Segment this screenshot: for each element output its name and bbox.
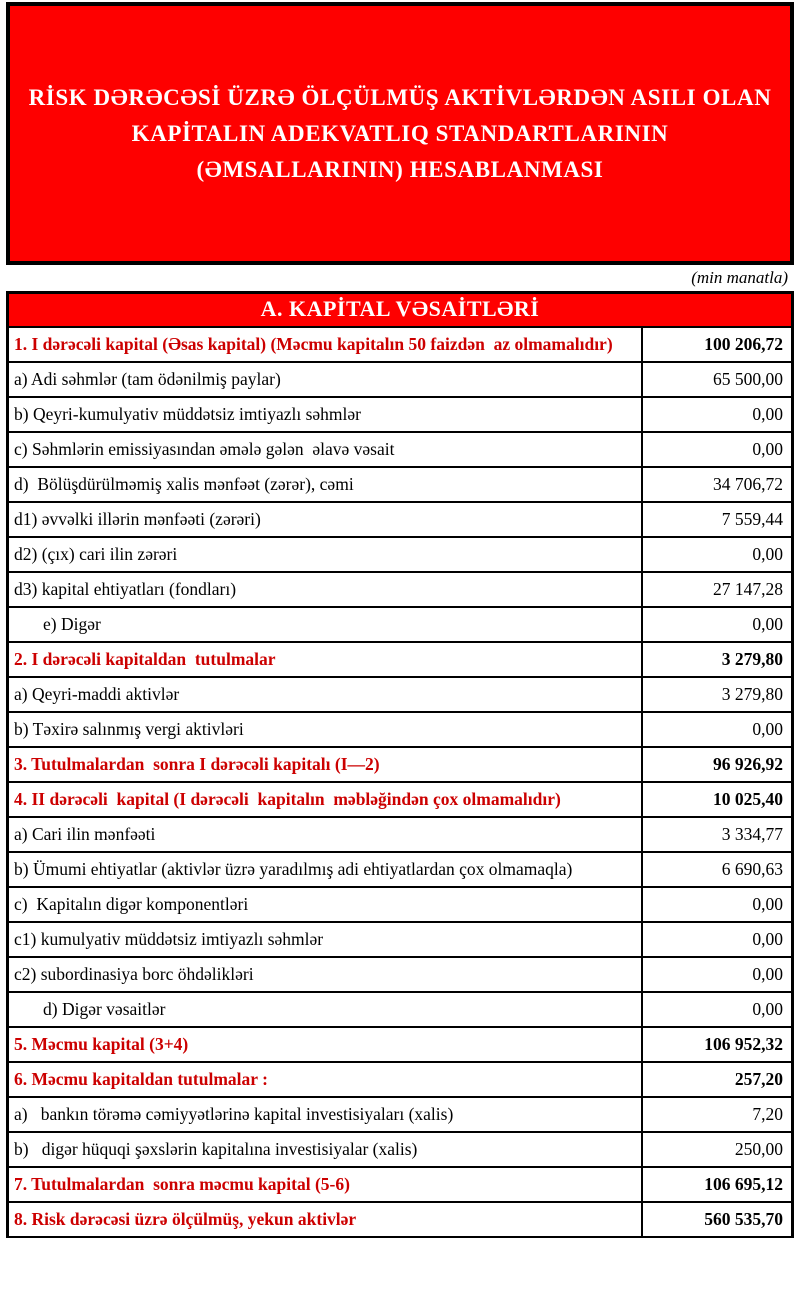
table-row xyxy=(9,853,791,888)
table-row xyxy=(9,1098,791,1133)
row-value: 7 559,44 xyxy=(641,503,791,536)
row-label: b) Qeyri-kumulyativ müddətsiz imtiyazlı səhmlər xyxy=(14,404,362,424)
row-value: 0,00 xyxy=(641,433,791,466)
report-title-banner xyxy=(6,2,794,265)
table-row xyxy=(9,468,791,503)
table-row xyxy=(9,1063,791,1098)
row-value: 0,00 xyxy=(641,608,791,641)
row-label: 6. Məcmu kapitaldan tutulmalar : xyxy=(14,1069,268,1089)
row-label: 1. I dərəcəli kapital (Əsas kapital) (Məcmu kapitalın 50 faizdən az olmamalıdır) xyxy=(14,334,613,354)
table-row xyxy=(9,503,791,538)
row-label: d) Digər vəsaitlər xyxy=(43,999,166,1019)
row-value: 10 025,40 xyxy=(641,783,791,816)
row-label: 4. II dərəcəli kapital (I dərəcəli kapitalın məbləğindən çox olmamalıdır) xyxy=(14,789,561,809)
row-value: 0,00 xyxy=(641,538,791,571)
table-section-header: A. KAPİTAL VƏSAİTLƏRİ xyxy=(9,294,791,328)
table-row xyxy=(9,678,791,713)
unit-note: (min manatla) xyxy=(691,268,788,287)
row-label: a) bankın törəmə cəmiyyətlərinə kapital investisiyaları (xalis) xyxy=(14,1104,454,1124)
row-value: 65 500,00 xyxy=(641,363,791,396)
table-row xyxy=(9,538,791,573)
table-row xyxy=(9,748,791,783)
row-value: 6 690,63 xyxy=(641,853,791,886)
row-label: 7. Tutulmalardan sonra məcmu kapital (5-6) xyxy=(14,1174,350,1194)
table-row xyxy=(9,923,791,958)
row-value: 3 279,80 xyxy=(641,678,791,711)
table-row xyxy=(9,643,791,678)
row-value: 27 147,28 xyxy=(641,573,791,606)
row-value: 3 334,77 xyxy=(641,818,791,851)
table-row xyxy=(9,1168,791,1203)
row-value: 96 926,92 xyxy=(641,748,791,781)
row-label: d3) kapital ehtiyatları (fondları) xyxy=(14,579,237,599)
row-label: b) Təxirə salınmış vergi aktivləri xyxy=(14,719,244,739)
table-row xyxy=(9,783,791,818)
row-label: a) Qeyri-maddi aktivlər xyxy=(14,684,180,704)
report-page xyxy=(0,2,800,1293)
row-value: 560 535,70 xyxy=(641,1203,791,1236)
table-row xyxy=(9,958,791,993)
table-row xyxy=(9,433,791,468)
table-row xyxy=(9,363,791,398)
row-label: 5. Məcmu kapital (3+4) xyxy=(14,1034,189,1054)
row-label: a) Cari ilin mənfəəti xyxy=(14,824,156,844)
row-value: 0,00 xyxy=(641,993,791,1026)
row-value: 100 206,72 xyxy=(641,328,791,361)
row-label: c) Səhmlərin emissiyasından əmələ gələn əlavə vəsait xyxy=(14,439,395,459)
table-row xyxy=(9,993,791,1028)
table-row xyxy=(9,328,791,363)
table-row xyxy=(9,1133,791,1168)
row-value: 0,00 xyxy=(641,958,791,991)
row-value: 7,20 xyxy=(641,1098,791,1131)
table-row xyxy=(9,713,791,748)
row-label: b) digər hüquqi şəxslərin kapitalına investisiyalar (xalis) xyxy=(14,1139,418,1159)
capital-table xyxy=(6,291,794,1238)
row-label: 3. Tutulmalardan sonra I dərəcəli kapitalı (I—2) xyxy=(14,754,380,774)
table-row xyxy=(9,573,791,608)
row-label: a) Adi səhmlər (tam ödənilmiş paylar) xyxy=(14,369,281,389)
table-row xyxy=(9,888,791,923)
row-label: c) Kapitalın digər komponentləri xyxy=(14,894,249,914)
row-label: 8. Risk dərəcəsi üzrə ölçülmüş, yekun aktivlər xyxy=(14,1209,357,1229)
row-value: 250,00 xyxy=(641,1133,791,1166)
report-title-line: (ƏMSALLARININ) HESABLANMASI xyxy=(196,156,604,182)
row-value: 0,00 xyxy=(641,888,791,921)
row-label: d) Bölüşdürülməmiş xalis mənfəət (zərər), cəmi xyxy=(14,474,354,494)
table-row xyxy=(9,818,791,853)
row-value: 106 695,12 xyxy=(641,1168,791,1201)
row-label: b) Ümumi ehtiyatlar (aktivlər üzrə yaradılmış adi ehtiyatlardan çox olmamaqla) xyxy=(14,859,573,879)
report-title-line: KAPİTALIN ADEKVATLIQ STANDARTLARININ xyxy=(131,120,669,146)
row-label: c1) kumulyativ müddətsiz imtiyazlı səhmlər xyxy=(14,929,324,949)
row-value: 0,00 xyxy=(641,923,791,956)
row-value: 106 952,32 xyxy=(641,1028,791,1061)
row-label: d2) (çıx) cari ilin zərəri xyxy=(14,544,178,564)
row-label: d1) əvvəlki illərin mənfəəti (zərəri) xyxy=(14,509,261,529)
row-label: c2) subordinasiya borc öhdəlikləri xyxy=(14,964,254,984)
row-label: e) Digər xyxy=(43,614,101,634)
row-value: 34 706,72 xyxy=(641,468,791,501)
report-title-line: RİSK DƏRƏCƏSİ ÜZRƏ ÖLÇÜLMÜŞ AKTİVLƏRDƏN ASILI OLAN xyxy=(28,84,772,110)
table-row xyxy=(9,1028,791,1063)
row-value: 0,00 xyxy=(641,398,791,431)
table-row xyxy=(9,398,791,433)
row-value: 0,00 xyxy=(641,713,791,746)
table-row xyxy=(9,1203,791,1238)
row-value: 3 279,80 xyxy=(641,643,791,676)
table-row xyxy=(9,608,791,643)
row-value: 257,20 xyxy=(641,1063,791,1096)
row-label: 2. I dərəcəli kapitaldan tutulmalar xyxy=(14,649,276,669)
